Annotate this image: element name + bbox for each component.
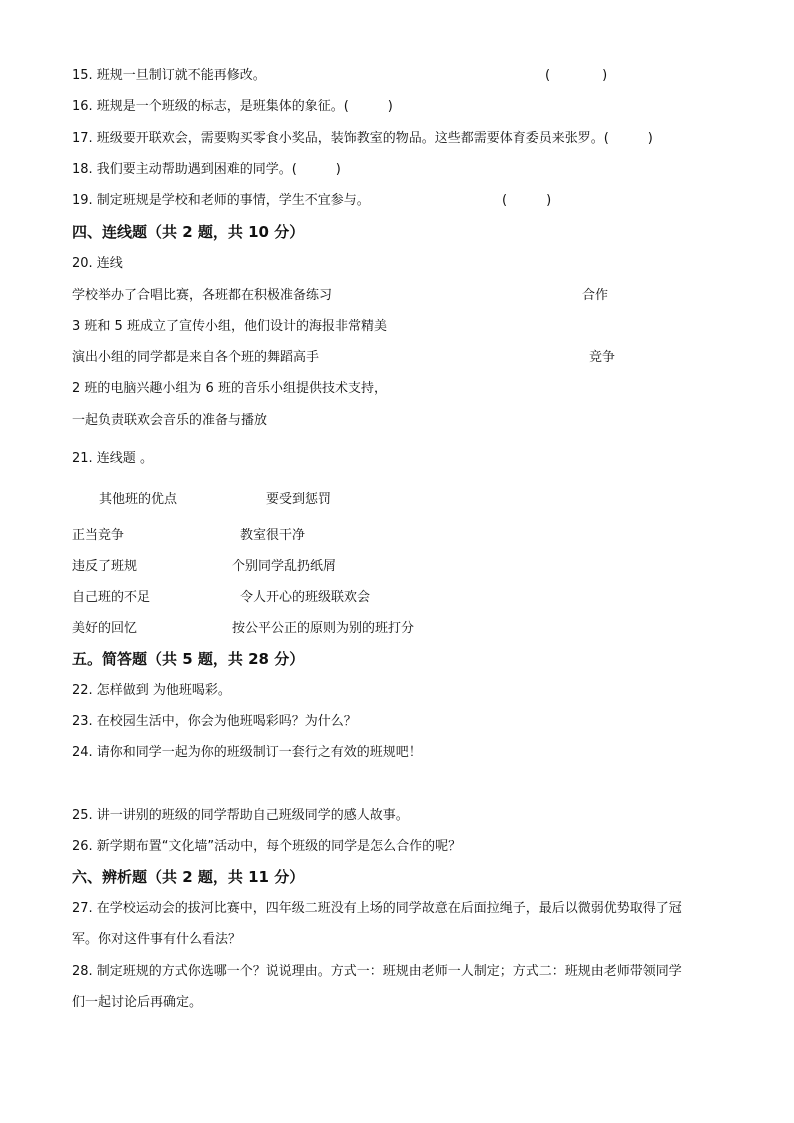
question-number: 16.: [72, 99, 93, 114]
match-left-item[interactable]: 其他班的优点: [99, 492, 178, 507]
question-number: 22.: [72, 683, 93, 698]
question-text: 怎样做到 为他班喝彩。: [96, 683, 231, 698]
question-text: 在学校运动会的拔河比赛中，四年级二班没有上场的同学故意在后面拉绳子，最后以微弱优势取得了冠: [96, 901, 682, 916]
short-question-26: [72, 839, 461, 855]
tf-question-19: [72, 193, 370, 209]
match-right-item[interactable]: 个别同学乱扔纸屑: [232, 559, 337, 574]
question-text: 制定班规是学校和老师的事情，学生不宜参与。: [96, 193, 370, 208]
question-number: 18.: [72, 162, 93, 177]
analysis-question-28: [72, 964, 682, 980]
question-text: 班规是一个班级的标志，是班集体的象征。: [96, 99, 344, 114]
question-number: 15.: [72, 68, 93, 83]
answer-blank-18[interactable]: ( ): [291, 162, 341, 177]
answer-blank-16[interactable]: ( ): [343, 99, 393, 114]
question-number: 19.: [72, 193, 93, 208]
question-number: 24.: [72, 745, 93, 760]
question-20-label: 20. 连线: [72, 256, 123, 271]
question-21-label: 21. 连线题 。: [72, 451, 153, 466]
question-number: 25.: [72, 808, 93, 823]
section-heading-matching: 四、连线题（共 2 题，共 10 分）: [72, 223, 305, 241]
question-number: 27.: [72, 901, 93, 916]
short-question-23: [72, 714, 357, 730]
analysis-question-27-cont: 军。你对这件事有什么看法？: [72, 932, 242, 947]
short-question-24: [72, 745, 422, 761]
short-question-22: [72, 683, 231, 699]
question-text: 新学期布置“文化墙”活动中，每个班级的同学是怎么合作的呢？: [96, 839, 462, 854]
answer-blank-15[interactable]: ( ): [545, 68, 608, 83]
match-right-item[interactable]: 令人开心的班级联欢会: [240, 590, 371, 605]
tf-question-18: [72, 162, 341, 178]
question-text: 班规一旦制订就不能再修改。: [96, 68, 266, 83]
match-left-item[interactable]: 一起负责联欢会音乐的准备与播放: [72, 413, 268, 428]
tf-question-15: [72, 68, 266, 84]
short-question-25: [72, 808, 409, 824]
question-text: 我们要主动帮助遇到困难的同学。: [96, 162, 292, 177]
match-left-item[interactable]: 正当竞争: [72, 528, 125, 543]
match-left-item[interactable]: 3 班和 5 班成立了宣传小组，他们设计的海报非常精美: [72, 319, 387, 334]
question-text: 请你和同学一起为你的班级制订一套行之有效的班规吧！: [96, 745, 422, 760]
match-left-item[interactable]: 学校举办了合唱比赛，各班都在积极准备练习: [72, 288, 333, 303]
section-heading-analysis: 六、辨析题（共 2 题，共 11 分）: [72, 868, 305, 886]
question-text: 制定班规的方式你选哪一个？说说理由。方式一：班规由老师一人制定；方式二：班规由老师带领同学: [96, 964, 682, 979]
question-number: 28.: [72, 964, 93, 979]
match-left-item[interactable]: 违反了班规: [72, 559, 138, 574]
match-left-item[interactable]: 演出小组的同学都是来自各个班的舞蹈高手: [72, 350, 320, 365]
analysis-question-27: [72, 901, 682, 917]
tf-question-16: [72, 99, 393, 115]
question-text: 班级要开联欢会，需要购买零食小奖品，装饰教室的物品。这些都需要体育委员来张罗。: [96, 131, 604, 146]
match-right-item[interactable]: 竞争: [589, 350, 616, 365]
match-left-item[interactable]: 2 班的电脑兴趣小组为 6 班的音乐小组提供技术支持，: [72, 381, 387, 396]
match-left-item[interactable]: 美好的回忆: [72, 621, 138, 636]
answer-blank-19[interactable]: ( ): [502, 193, 552, 208]
question-text: 在校园生活中，你会为他班喝彩吗？为什么？: [96, 714, 357, 729]
question-number: 23.: [72, 714, 93, 729]
analysis-question-28-cont: 们一起讨论后再确定。: [72, 995, 203, 1010]
section-heading-short-answer: 五。简答题（共 5 题，共 28 分）: [72, 650, 305, 668]
tf-question-17: [72, 131, 653, 147]
question-number: 17.: [72, 131, 93, 146]
match-right-item[interactable]: 教室很干净: [240, 528, 306, 543]
answer-blank-17[interactable]: ( ): [603, 131, 653, 146]
question-number: 26.: [72, 839, 93, 854]
match-right-item[interactable]: 按公平公正的原则为别的班打分: [232, 621, 415, 636]
question-text: 讲一讲别的班级的同学帮助自己班级同学的感人故事。: [96, 808, 409, 823]
match-left-item[interactable]: 自己班的不足: [72, 590, 151, 605]
match-right-item[interactable]: 要受到惩罚: [266, 492, 332, 507]
match-right-item[interactable]: 合作: [582, 288, 609, 303]
